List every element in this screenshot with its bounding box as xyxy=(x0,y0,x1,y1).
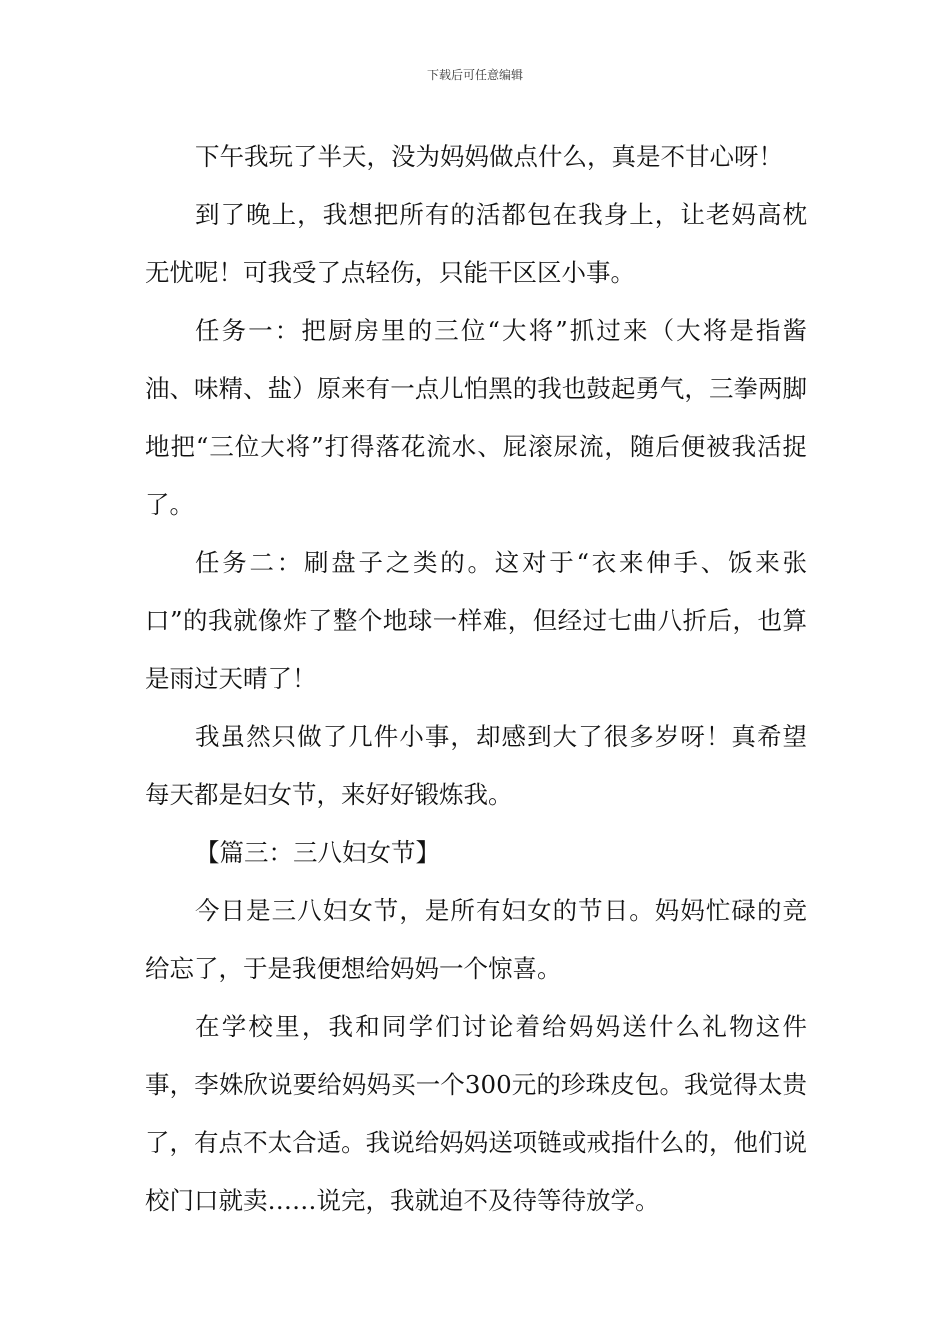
paragraph: 任务一：把厨房里的三位“大将”抓过来（大将是指酱油、味精、盐）原来有一点儿怕黑的我也鼓起勇气，三拳两脚地把“三位大将”打得落花流水、屁滚尿流，随后便被我活捉了。 xyxy=(145,316,807,519)
section-heading: 【篇三：三八妇女节】 xyxy=(195,838,440,867)
paragraph: 下午我玩了半天，没为妈妈做点什么，真是不甘心呀！ xyxy=(195,142,783,171)
paragraph: 任务二：刷盘子之类的。这对于“衣来伸手、饭来张口”的我就像炸了整个地球一样难，但经过七曲八折后，也算是雨过天晴了！ xyxy=(145,548,807,693)
page-header: 下载后可任意编辑 xyxy=(426,68,523,82)
paragraph: 我虽然只做了几件小事，却感到大了很多岁呀！真希望每天都是妇女节，来好好锻炼我。 xyxy=(145,722,807,809)
paragraph: 在学校里，我和同学们讨论着给妈妈送什么礼物这件事，李姝欣说要给妈妈买一个300元的珍珠皮包。我觉得太贵了，有点不太合适。我说给妈妈送项链或戒指什么的，他们说校门口就卖……说完，我就迫不及待等待放学。 xyxy=(145,1012,807,1215)
document-body xyxy=(145,128,807,1230)
paragraph: 到了晚上，我想把所有的活都包在我身上，让老妈高枕无忧呢！可我受了点轻伤，只能干区区小事。 xyxy=(145,200,807,287)
paragraph: 今日是三八妇女节，是所有妇女的节日。妈妈忙碌的竞给忘了，于是我便想给妈妈一个惊喜。 xyxy=(145,896,807,983)
